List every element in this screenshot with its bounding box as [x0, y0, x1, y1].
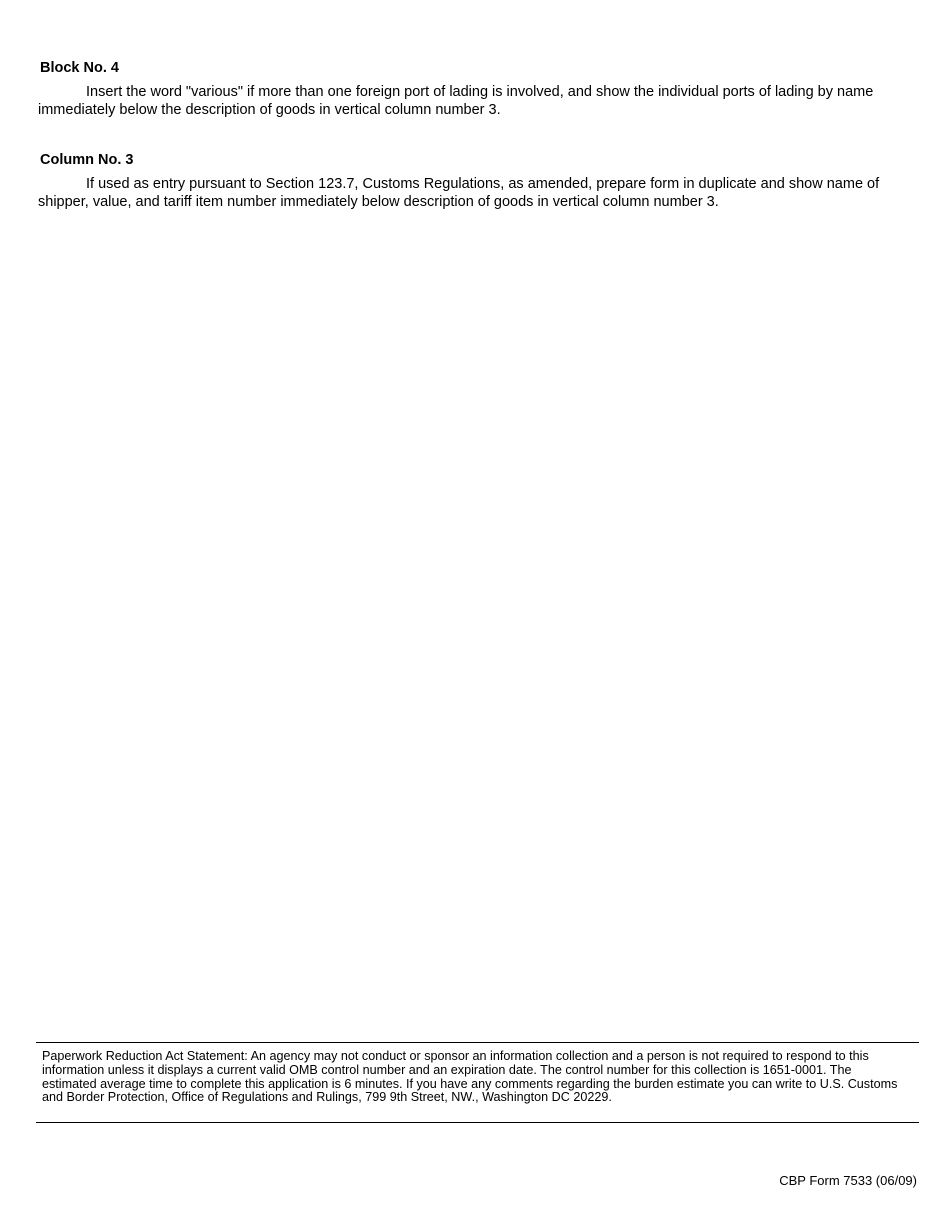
form-identifier: CBP Form 7533 (06/09) [779, 1173, 917, 1188]
paperwork-reduction-statement: Paperwork Reduction Act Statement: An agency may not conduct or sponsor an information collection and a person is not required to respond to this information unless it displays a current valid OMB control number and an expiration date. The control number for this collection is 1651-0001. The estimated average time to complete this application is 6 minutes. If you have any comments regarding the burden estimate you can write to U.S. Customs and Border Protection, Office of Regulations and Rulings, 799 9th Street, NW., Washington DC 20229. [42, 1049, 898, 1105]
section-heading-block-4: Block No. 4 [40, 60, 119, 76]
section-heading-column-3: Column No. 3 [40, 152, 134, 168]
paperwork-reduction-box [36, 1042, 919, 1123]
section-body-block-4: Insert the word "various" if more than one foreign port of lading is involved, and show the individual ports of lading by name immediately below the description of goods in vertical column number 3. [38, 84, 874, 118]
section-body-column-3: If used as entry pursuant to Section 123.7, Customs Regulations, as amended, prepare form in duplicate and show name of shipper, value, and tariff item number immediately below description of goods in vertical column number 3. [38, 176, 880, 210]
